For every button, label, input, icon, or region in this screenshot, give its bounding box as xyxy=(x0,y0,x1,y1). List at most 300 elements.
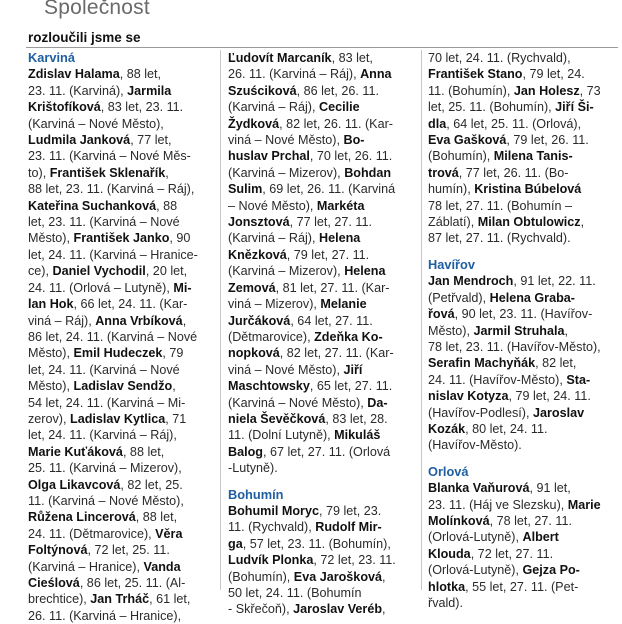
obituary-line xyxy=(428,50,618,66)
obituary-details: , 70 let, 26. 11. xyxy=(309,149,393,164)
obituary-details: , 20 let, xyxy=(145,264,188,279)
obituary-details: viná – Mizerov), xyxy=(228,297,321,312)
obituary-details: , 91 let, xyxy=(529,481,571,496)
obituary-details: (Karviná – Ráj), xyxy=(228,100,319,115)
obituary-line xyxy=(28,493,216,509)
obituary-details: 23. 11. (Háj ve Slezsku), xyxy=(428,497,568,512)
obituary-details: , 65 let, 27. 11. xyxy=(309,379,393,394)
obituary-details: , 72 let, 25. 11. xyxy=(87,543,170,558)
obituary-line xyxy=(428,372,618,388)
obituary-line xyxy=(428,323,618,339)
obituary-line xyxy=(228,569,416,585)
obituary-details: , 64 let, 25. 11. (Orlová), xyxy=(446,116,582,131)
deceased-name: lan Hok xyxy=(28,297,74,312)
obituary-line xyxy=(228,214,416,230)
obituary-details: , 86 let, 25. 11. (Al- xyxy=(79,576,186,590)
obituary-details: , 69 let, 26. 11. (Karviná xyxy=(262,182,396,197)
obituary-line xyxy=(28,116,216,132)
obituary-details: - Skřečoň), xyxy=(228,602,294,617)
deceased-name: Melanie xyxy=(320,297,367,312)
obituary-details: 26. 11. (Karviná – Ráj), xyxy=(228,67,361,82)
obituary-details: 54 let, 24. 11. (Karviná – Mi- xyxy=(28,395,186,410)
deceased-name: Žydková xyxy=(228,116,280,131)
obituary-details: řvald). xyxy=(428,596,463,610)
obituary-line xyxy=(428,355,618,371)
obituary-line xyxy=(228,552,416,568)
obituary-line xyxy=(28,247,216,263)
obituary-line xyxy=(228,585,416,601)
obituary-line xyxy=(28,296,216,312)
deceased-name: Maschtowsky xyxy=(228,379,310,394)
deceased-name: Jan Trháč xyxy=(90,592,150,607)
deceased-name: Balog xyxy=(228,444,263,459)
deceased-name: Sulim xyxy=(228,182,263,197)
section-title: Společnost xyxy=(44,0,150,19)
deceased-name: trová xyxy=(428,165,459,180)
obituary-column-3 xyxy=(428,50,618,611)
deceased-name: Vanda xyxy=(143,559,181,574)
deceased-name: Zdeňka Ko- xyxy=(314,329,383,344)
obituary-details: (Petřvald), xyxy=(428,290,490,305)
obituary-line xyxy=(428,437,618,453)
town-heading: Orlová xyxy=(428,463,469,479)
deceased-name: Cecilie xyxy=(319,100,360,115)
obituary-line xyxy=(228,345,416,361)
obituary-details: 24. 11. (Havířov-Město), xyxy=(428,372,567,387)
obituary-line xyxy=(228,66,416,82)
deceased-name: ga xyxy=(228,536,243,551)
deceased-name: Albert xyxy=(522,530,559,545)
obituary-line xyxy=(28,427,216,443)
obituary-line xyxy=(28,444,216,460)
obituary-details: , 79 let, 26. 11. xyxy=(506,133,589,148)
obituary-details: , 80 let, 24. 11. xyxy=(465,421,548,436)
obituary-column-2 xyxy=(228,50,416,618)
obituary-details: , xyxy=(580,215,585,230)
obituary-line xyxy=(228,181,416,197)
obituary-details: (Karviná – Hranice), xyxy=(28,559,144,574)
obituary-line xyxy=(28,526,216,542)
obituary-details: Město), xyxy=(28,346,74,361)
obituary-line xyxy=(28,99,216,115)
obituary-line xyxy=(28,181,216,197)
obituary-line xyxy=(228,198,416,214)
deceased-name: Marie xyxy=(567,497,601,512)
obituary-details: (Karviná – Nové Město), xyxy=(228,395,368,410)
obituary-line xyxy=(428,181,618,197)
obituary-details: Město), xyxy=(428,323,474,338)
obituary-details: , 82 let, 27. 11. (Kar- xyxy=(279,346,394,361)
obituary-details: viná – Ráj), xyxy=(28,313,96,328)
obituary-details: , 79 xyxy=(162,346,184,361)
obituary-details: , 88 xyxy=(156,198,178,213)
deceased-name: Ľudovít Marcaník xyxy=(228,51,332,65)
obituary-line xyxy=(228,444,416,460)
deceased-name: Milan Obtulowicz xyxy=(477,215,581,230)
obituary-line xyxy=(28,83,216,99)
obituary-details: zerov), xyxy=(28,411,70,426)
obituary-details: , 81 let, 27. 11. (Kar- xyxy=(275,280,390,295)
deceased-name: Mi- xyxy=(173,280,192,295)
header-divider xyxy=(26,47,618,48)
deceased-name: Růžena Lincerová xyxy=(28,510,136,525)
town-heading: Bohumín xyxy=(228,486,284,502)
deceased-name: František Stano xyxy=(428,67,523,82)
obituary-line xyxy=(428,230,618,246)
obituary-line xyxy=(228,395,416,411)
obituary-details: , 78 let, 27. 11. xyxy=(489,513,572,528)
deceased-name: dla xyxy=(428,116,447,131)
obituary-line xyxy=(428,66,618,82)
obituary-details: 23. 11. (Karviná), xyxy=(28,83,128,98)
obituary-details: , 83 let, 28. xyxy=(325,411,388,426)
obituary-details: 50 let, 24. 11. (Bohumín xyxy=(228,586,362,600)
obituary-details: viná – Nové Město), xyxy=(228,362,344,377)
town-heading: Havířov xyxy=(428,256,475,272)
obituary-line xyxy=(28,559,216,575)
obituary-line xyxy=(428,562,618,578)
obituary-line xyxy=(28,66,216,82)
obituary-line xyxy=(28,313,216,329)
obituary-details: , 88 let, xyxy=(119,67,162,82)
deceased-name: Bo- xyxy=(343,133,365,148)
deceased-name: huslav Prchal xyxy=(228,149,310,164)
obituary-line xyxy=(28,263,216,279)
obituary-column-1 xyxy=(28,50,216,624)
deceased-name: František Janko xyxy=(73,231,170,246)
obituary-details: , 90 let, 23. 11. (Havířov- xyxy=(454,307,593,322)
obituary-details: , xyxy=(382,602,386,617)
deceased-name: Helena xyxy=(319,231,361,246)
obituary-details: , 55 let, 27. 11. (Pet- xyxy=(465,579,579,594)
obituary-details: Záblatí), xyxy=(428,215,478,230)
deceased-name: Jurčáková xyxy=(228,313,291,328)
obituary-line xyxy=(228,329,416,345)
obituary-details: 11. (Bohumín), xyxy=(428,83,514,98)
obituary-details: , 79 let, 27. 11. xyxy=(286,247,370,262)
deceased-name: Marie Kuťáková xyxy=(28,444,123,459)
obituary-details: , 82 let, xyxy=(535,356,577,371)
obituary-details: , xyxy=(172,379,176,394)
obituary-details: , 73 xyxy=(579,83,601,98)
deceased-name: Bohumil Moryc xyxy=(228,503,319,518)
obituary-line xyxy=(28,230,216,246)
section-gap xyxy=(228,477,416,487)
obituary-details: , 91 let, 22. 11. xyxy=(513,274,596,289)
deceased-name: niela Ševěčková xyxy=(228,411,326,426)
obituary-details: , 79 let, 23. xyxy=(318,503,382,518)
obituary-line xyxy=(428,99,618,115)
deceased-name: Anna xyxy=(360,67,392,82)
obituary-details: 11. (Karviná – Nové Město), xyxy=(28,493,184,508)
obituary-line xyxy=(428,214,618,230)
obituary-line xyxy=(28,214,216,230)
obituary-line xyxy=(28,477,216,493)
obituary-details: 88 let, 23. 11. (Karviná – Ráj), xyxy=(28,182,195,197)
obituary-details: 25. 11. (Karviná – Mizerov), xyxy=(28,461,182,476)
obituary-line xyxy=(228,165,416,181)
obituary-details: (Karviná – Nové Město), xyxy=(28,116,164,131)
obituary-line xyxy=(428,116,618,132)
deceased-name: Zemová xyxy=(228,280,276,295)
obituary-details: , 77 let, xyxy=(130,133,172,148)
deceased-name: Cieślová xyxy=(28,576,80,590)
deceased-name: Kateřina Suchanková xyxy=(28,198,157,213)
column-divider xyxy=(421,50,422,590)
obituary-details: , 67 let, 27. 11. (Orlová xyxy=(262,444,391,459)
obituary-line xyxy=(428,148,618,164)
obituary-line xyxy=(228,519,416,535)
deceased-name: Eva Gašková xyxy=(428,133,507,148)
obituary-line xyxy=(28,395,216,411)
deceased-name: Jan Mendroch xyxy=(428,274,514,289)
obituary-line xyxy=(428,497,618,513)
obituary-line xyxy=(428,513,618,529)
deceased-name: Bohdan xyxy=(344,165,392,180)
obituary-line xyxy=(228,280,416,296)
deceased-name: Serafin Machyňák xyxy=(428,356,536,371)
deceased-name: řová xyxy=(428,307,455,322)
deceased-name: Jarmila xyxy=(127,83,172,98)
obituary-details: -Lutyně). xyxy=(228,461,278,476)
obituary-line xyxy=(28,411,216,427)
deceased-name: Knězková xyxy=(228,247,287,262)
obituary-line xyxy=(28,509,216,525)
obituary-line xyxy=(428,290,618,306)
deceased-name: Mikuláš xyxy=(334,428,381,443)
obituary-details: , 88 let, xyxy=(135,510,178,525)
obituary-line xyxy=(428,579,618,595)
deceased-name: Jiří xyxy=(343,362,363,377)
obituary-line xyxy=(428,405,618,421)
obituary-line xyxy=(28,542,216,558)
deceased-name: Kristina Búbelová xyxy=(474,182,582,197)
deceased-name: Ladislav Kytlica xyxy=(70,411,166,426)
deceased-name: Ludmila Janková xyxy=(28,133,131,148)
obituary-details: let, 24. 11. (Karviná – Hranice- xyxy=(28,247,198,262)
deceased-name: Olga Likavcová xyxy=(28,477,121,492)
obituary-line xyxy=(428,546,618,562)
obituary-details: Město), xyxy=(28,379,74,394)
obituary-details: 86 let, 24. 11. (Karviná – Nové xyxy=(28,329,198,344)
deceased-name: Věra xyxy=(155,526,183,541)
deceased-name: Da- xyxy=(367,395,388,410)
deceased-name: Helena xyxy=(344,264,386,279)
obituary-details: to), xyxy=(28,165,50,180)
obituary-details: let, 24. 11. (Karviná – Nové xyxy=(28,362,180,377)
deceased-name: Daniel Vychodil xyxy=(52,264,146,279)
obituary-details: , 57 let, 23. 11. (Bohumín), xyxy=(242,536,391,551)
obituary-details: ce), xyxy=(28,264,53,279)
obituary-details: let, 25. 11. (Bohumín), xyxy=(428,100,556,115)
obituary-line xyxy=(428,165,618,181)
obituary-details: (Havířov-Podlesí), xyxy=(428,405,533,420)
deceased-name: Klouda xyxy=(428,546,471,561)
deceased-name: Szuściková xyxy=(228,83,297,98)
obituary-line xyxy=(228,536,416,552)
obituary-details: , 86 let, 26. 11. xyxy=(296,83,379,98)
obituary-line xyxy=(228,460,416,476)
obituary-details: 70 let, 24. 11. (Rychvald), xyxy=(428,51,571,65)
obituary-line xyxy=(28,280,216,296)
obituary-details: 11. (Dolní Lutyně), xyxy=(228,428,335,443)
deceased-name: Jaroslav Veréb xyxy=(293,602,383,617)
page-subtitle: rozloučili jsme se xyxy=(28,30,141,45)
deceased-name: Jan Holesz xyxy=(513,83,580,98)
obituary-line xyxy=(228,427,416,443)
obituary-details: 24. 11. (Orlová – Lutyně), xyxy=(28,280,174,295)
obituary-details: , 79 let, 24. 11. xyxy=(508,389,591,404)
obituary-details: , 82 let, 26. 11. (Kar- xyxy=(279,116,393,131)
deceased-name: Kozák xyxy=(428,421,466,436)
obituary-line xyxy=(228,247,416,263)
obituary-details: , 90 xyxy=(169,231,191,246)
obituary-line xyxy=(28,198,216,214)
obituary-details: 87 let, 27. 11. (Rychvald). xyxy=(428,231,571,246)
obituary-line xyxy=(228,230,416,246)
obituary-details: – Nové Město), xyxy=(228,198,317,213)
obituary-line xyxy=(28,460,216,476)
deceased-name: Eva Jarošková xyxy=(293,569,383,584)
obituary-details: (Orlová-Lutyně), xyxy=(428,530,523,545)
obituary-details: , 72 let, 23. 11. xyxy=(313,553,396,568)
deceased-name: Krištofíková xyxy=(28,100,101,115)
obituary-details: (Karviná – Mizerov), xyxy=(228,165,345,180)
obituary-details: (Bohumín), xyxy=(428,149,494,164)
deceased-name: Markéta xyxy=(316,198,365,213)
obituary-line xyxy=(228,148,416,164)
deceased-name: Jarmil Struhala xyxy=(473,323,565,338)
obituary-line xyxy=(28,378,216,394)
deceased-name: nopková xyxy=(228,346,280,361)
obituary-details: (Karviná – Ráj), xyxy=(228,231,319,246)
obituary-line xyxy=(28,362,216,378)
obituary-line xyxy=(428,421,618,437)
obituary-details: 11. (Rychvald), xyxy=(228,520,316,535)
obituary-line xyxy=(428,480,618,496)
obituary-line xyxy=(228,116,416,132)
deceased-name: Zdislav Halama xyxy=(28,67,120,82)
deceased-name: nislav Kotyza xyxy=(428,389,509,404)
obituary-line xyxy=(228,296,416,312)
obituary-line xyxy=(428,388,618,404)
obituary-details: (Orlová-Lutyně), xyxy=(428,563,523,578)
obituary-details: (Havířov-Město). xyxy=(428,438,522,453)
obituary-line xyxy=(228,132,416,148)
obituary-details: viná – Nové Město), xyxy=(228,133,344,148)
obituary-details: , 79 let, 24. xyxy=(522,67,585,82)
obituary-details: 26. 11. (Karviná – Hranice), xyxy=(28,608,182,623)
obituary-line xyxy=(28,165,216,181)
obituary-details: , 83 let, xyxy=(331,51,373,65)
section-gap xyxy=(428,247,618,257)
obituary-details: 24. 11. (Dětmarovice), xyxy=(28,526,156,541)
obituary-line xyxy=(228,99,416,115)
obituary-line xyxy=(428,529,618,545)
obituary-line xyxy=(28,345,216,361)
obituary-line xyxy=(228,601,416,617)
obituary-line xyxy=(228,50,416,66)
obituary-details: humín), xyxy=(428,182,475,197)
obituary-details: 78 let, 27. 11. (Bohumín – xyxy=(428,198,572,213)
deceased-name: Rudolf Mir- xyxy=(315,520,382,535)
obituary-line xyxy=(28,329,216,345)
obituary-details: (Bohumín), xyxy=(228,569,294,584)
deceased-name: hlotka xyxy=(428,579,466,594)
obituary-details: , 64 let, 27. 11. xyxy=(290,313,373,328)
obituary-details: Město), xyxy=(28,231,74,246)
obituary-line xyxy=(228,503,416,519)
obituary-line xyxy=(228,83,416,99)
town-heading: Karviná xyxy=(28,50,75,65)
deceased-name: František Sklenařík xyxy=(49,165,166,180)
obituary-details: , 77 let, 26. 11. (Bo- xyxy=(458,165,569,180)
obituary-details: brechtice), xyxy=(28,592,91,607)
obituary-line xyxy=(228,313,416,329)
deceased-name: Jaroslav xyxy=(532,405,585,420)
obituary-details: , xyxy=(182,313,187,328)
obituary-line xyxy=(28,608,216,624)
deceased-name: Molínková xyxy=(428,513,490,528)
obituary-line xyxy=(228,362,416,378)
deceased-name: Jonsztová xyxy=(228,215,290,230)
obituary-details: , 72 let, 27. 11. xyxy=(470,546,554,561)
obituary-details: , 83 let, 23. 11. xyxy=(100,100,184,115)
obituary-line xyxy=(28,575,216,591)
deceased-name: Sta- xyxy=(566,372,591,387)
obituary-details: , xyxy=(165,165,169,180)
column-divider xyxy=(220,50,221,590)
obituary-details: , xyxy=(564,323,568,338)
deceased-name: Foltýnová xyxy=(28,543,88,558)
obituary-details: , 66 let, 24. 11. (Kar- xyxy=(73,297,188,312)
obituary-details: , 61 let, xyxy=(149,592,191,607)
deceased-name: Jiří Ši- xyxy=(555,100,594,115)
obituary-details: , 88 let, xyxy=(122,444,165,459)
deceased-name: Ladislav Sendžo xyxy=(73,379,173,394)
obituary-line xyxy=(428,198,618,214)
deceased-name: Milena Tanis- xyxy=(493,149,573,164)
obituary-details: 23. 11. (Karviná – Nové Měs- xyxy=(28,149,191,164)
obituary-line xyxy=(28,591,216,607)
obituary-line xyxy=(28,148,216,164)
obituary-line xyxy=(228,263,416,279)
section-gap xyxy=(428,454,618,464)
obituary-line xyxy=(428,595,618,611)
obituary-details: let, 24. 11. (Karviná – Ráj), xyxy=(28,428,177,443)
obituary-details: , 82 let, 25. xyxy=(120,477,183,492)
deceased-name: Gejza Po- xyxy=(522,563,580,578)
deceased-name: Blanka Vaňurová xyxy=(428,481,530,496)
obituary-details: , 71 xyxy=(165,411,187,426)
obituary-details: , 77 let, 27. 11. xyxy=(289,215,372,230)
obituary-line xyxy=(28,132,216,148)
obituary-line xyxy=(428,83,618,99)
obituary-details: let, 23. 11. (Karviná – Nové xyxy=(28,215,180,230)
obituary-line xyxy=(228,411,416,427)
obituary-details: , xyxy=(382,569,386,584)
obituary-line xyxy=(428,339,618,355)
deceased-name: Ludvík Plonka xyxy=(228,553,314,568)
obituary-details: 78 let, 23. 11. (Havířov-Město), xyxy=(428,339,601,354)
deceased-name: Anna Vrbíková xyxy=(95,313,183,328)
obituary-line xyxy=(428,132,618,148)
obituary-line xyxy=(428,306,618,322)
obituary-line xyxy=(428,273,618,289)
obituary-details: (Karviná – Mizerov), xyxy=(228,264,345,279)
deceased-name: Emil Hudeczek xyxy=(73,346,163,361)
obituary-line xyxy=(228,378,416,394)
